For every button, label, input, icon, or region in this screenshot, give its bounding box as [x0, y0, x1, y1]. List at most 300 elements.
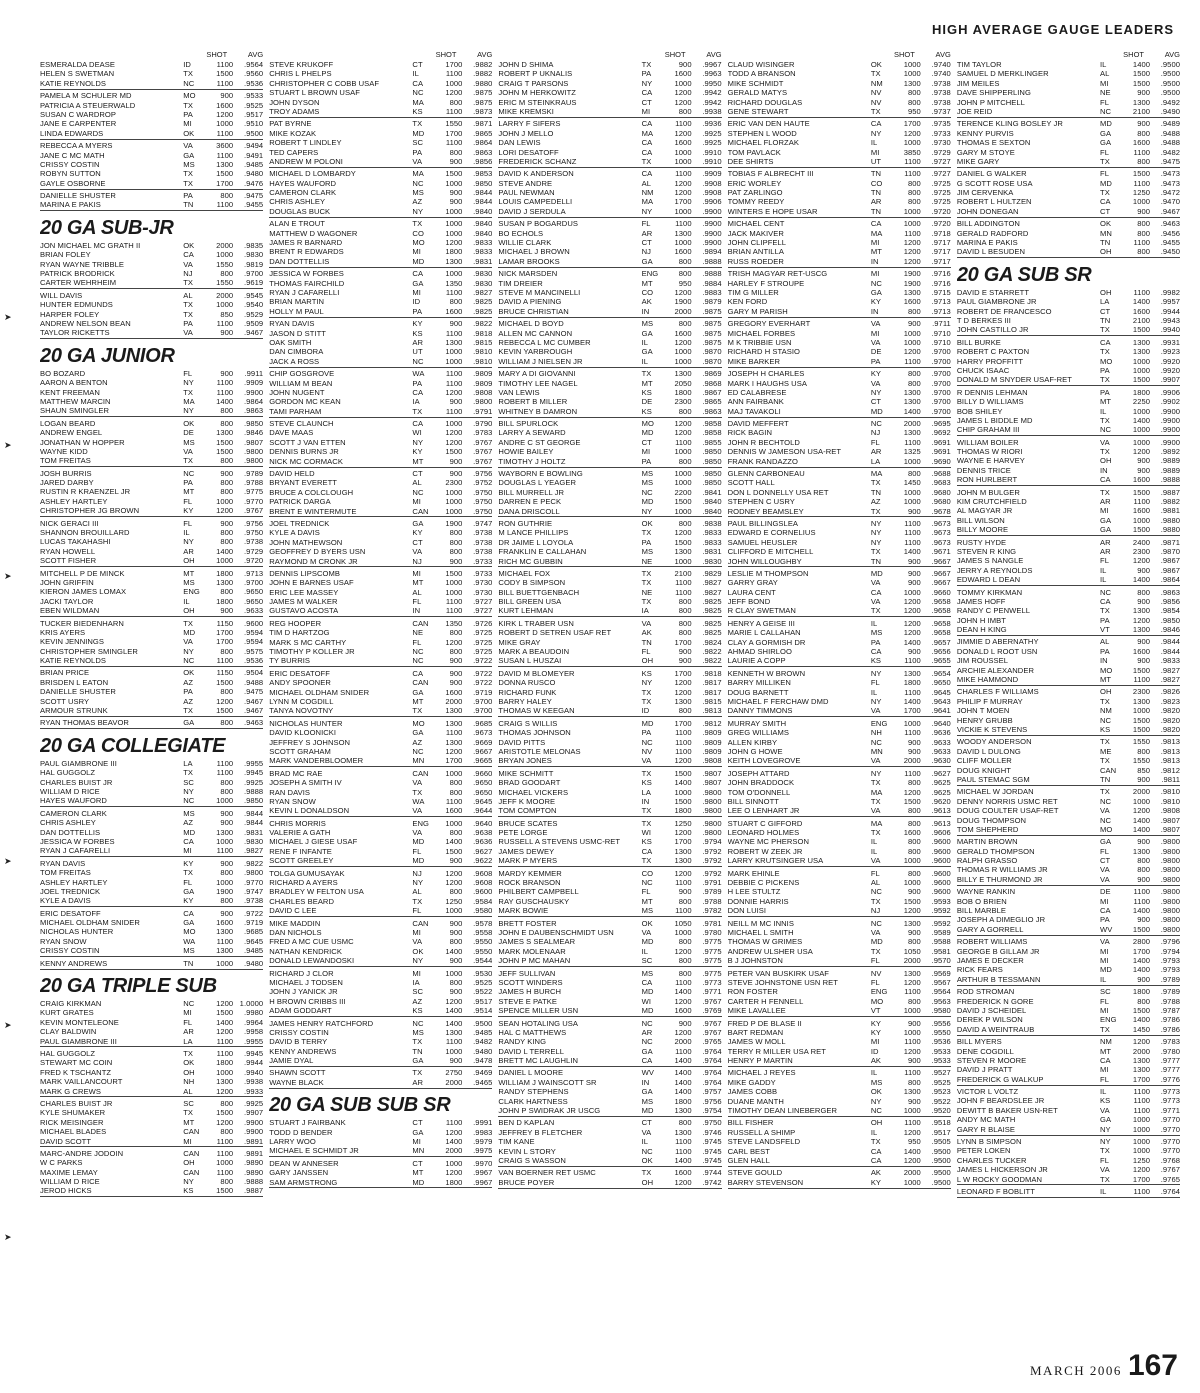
shot-count: 1000 — [1132, 197, 1151, 207]
shot-count: 1600 — [1132, 646, 1151, 656]
table-row — [269, 928, 492, 937]
shot-header: SHOT — [435, 50, 457, 59]
shot-count: 1600 — [445, 687, 463, 697]
table-row — [40, 796, 263, 805]
shooter-group — [40, 959, 263, 970]
average: .9856 — [473, 156, 493, 166]
shooter-name: JOHN M BULGER — [956, 487, 1020, 497]
shooter-name: CHARLES BUIST JR — [40, 777, 113, 787]
average: .9884 — [702, 278, 722, 288]
shot-count: 900 — [220, 818, 234, 828]
average: .9938 — [702, 106, 722, 116]
shot-count: 800 — [220, 1098, 234, 1108]
shooter-state: TX — [870, 106, 881, 116]
average: .9958 — [243, 1027, 264, 1037]
average: .9825 — [702, 628, 722, 638]
table-row — [957, 447, 1180, 456]
shot-count: 1100 — [1133, 1087, 1151, 1097]
table-row — [728, 379, 951, 388]
table-row — [269, 507, 492, 516]
shooter-state: ENG — [641, 269, 659, 279]
average: .9813 — [1160, 756, 1181, 766]
shooter-name: DOUGLAS BUCK — [269, 206, 331, 216]
shot-count: 1200 — [903, 597, 921, 607]
shot-count: 1000 — [216, 250, 234, 260]
shooter-state: TX — [183, 300, 194, 310]
table-row — [498, 1118, 721, 1127]
shot-count: 1100 — [675, 746, 692, 756]
shooter-state: NC — [641, 487, 653, 497]
average: .9600 — [931, 868, 951, 878]
shooter-name: JAMES W MOLL — [727, 1037, 786, 1047]
shot-count: 800 — [220, 269, 234, 279]
shot-count: 800 — [907, 937, 921, 947]
table-row — [957, 138, 1180, 147]
shot-count: 900 — [220, 468, 234, 478]
shooter-name: DON LUISI — [727, 906, 767, 916]
shot-count: 900 — [907, 506, 921, 516]
shooter-state: MI — [870, 1037, 880, 1047]
shot-count: 1000 — [903, 1027, 921, 1037]
shot-count: 1000 — [1132, 1124, 1151, 1134]
shooter-name: DEAN W ANNESER — [269, 1158, 339, 1168]
shot-count: 1100 — [675, 437, 692, 447]
table-row — [498, 107, 721, 116]
shot-count: 1000 — [445, 818, 463, 828]
shooter-name: TOM O'DONNELL — [727, 787, 791, 797]
shooter-name: REG HOOPER — [269, 618, 322, 628]
shooter-name: FRANK RANDAZZO — [727, 456, 798, 466]
shooter-group — [957, 338, 1180, 386]
shooter-group — [728, 819, 951, 867]
shot-count: 800 — [220, 587, 234, 597]
shooter-state: NE — [641, 587, 653, 597]
average: .9858 — [702, 419, 722, 429]
shooter-state: KS — [412, 328, 423, 338]
shot-count: 1000 — [1132, 1115, 1151, 1125]
table-row — [728, 407, 951, 416]
shooter-state: IL — [1100, 575, 1107, 585]
shooter-state: NY — [641, 78, 653, 88]
shooter-group — [269, 419, 492, 467]
average: .9540 — [243, 300, 264, 310]
average: .9800 — [1160, 846, 1181, 856]
average: .9793 — [1160, 965, 1181, 975]
shooter-state: FL — [870, 678, 880, 688]
shooter-state: OK — [641, 1155, 653, 1165]
shooter-group — [269, 569, 492, 617]
shooter-name: DANA DRISCOLL — [498, 506, 560, 516]
average: .9488 — [1160, 138, 1181, 148]
table-row — [269, 1118, 492, 1127]
shooter-name: STEVE M MANCINELLI — [498, 287, 581, 297]
table-row — [498, 528, 721, 537]
shooter-state: PA — [412, 306, 423, 316]
table-row — [957, 466, 1180, 475]
shot-count: 800 — [220, 487, 234, 497]
shooter-name: STEWART MC COIN — [40, 1058, 113, 1068]
table-row — [957, 219, 1180, 228]
shooter-state: OK — [870, 60, 882, 69]
shooter-state: FL — [412, 906, 422, 916]
shooter-name: HUNTER EDMUNDS — [40, 300, 113, 310]
shot-count: 1000 — [445, 1046, 463, 1056]
shot-count: 1100 — [445, 378, 463, 388]
shot-count: 900 — [907, 1018, 921, 1028]
shooter-name: JOE REID — [956, 106, 993, 116]
table-row — [498, 937, 721, 946]
shooter-state: VA — [412, 806, 423, 816]
shooter-name: KEN FORD — [727, 297, 768, 307]
shooter-state: NY — [870, 697, 882, 706]
shooter-name: DEREK P WILSON — [956, 1015, 1023, 1025]
table-row — [957, 1025, 1180, 1034]
shot-count: 1000 — [903, 1006, 921, 1016]
shooter-name: BILLY MOORE — [956, 525, 1009, 535]
shooter-name: JOHN G HOWE — [727, 746, 783, 756]
shooter-name: WAYNE BLACK — [269, 1077, 324, 1087]
avg-header: AVG — [1164, 50, 1181, 59]
average: .9853 — [473, 169, 493, 179]
table-row — [498, 1178, 721, 1187]
table-row — [957, 697, 1180, 706]
shooter-state: NV — [870, 97, 882, 107]
shooter-group — [498, 619, 721, 667]
table-row — [498, 388, 721, 397]
shot-count: 900 — [1137, 565, 1151, 575]
shot-count: 1350 — [445, 278, 463, 288]
shooter-name: DANIELLE SHUSTER — [40, 191, 116, 201]
average: .9980 — [243, 1008, 264, 1018]
table-row — [728, 997, 951, 1006]
shooter-state: UT — [412, 347, 423, 357]
shot-count: 1500 — [1132, 715, 1151, 725]
shot-count: 1500 — [445, 447, 463, 457]
shooter-state: NC — [1100, 106, 1112, 116]
average: .9463 — [1160, 219, 1181, 229]
table-row — [40, 291, 263, 300]
table-row — [498, 678, 721, 687]
table-row — [957, 79, 1180, 88]
shooter-name: JIM CERVENKA — [956, 188, 1014, 198]
average: .9865 — [473, 128, 493, 138]
average: .9710 — [931, 337, 951, 347]
shooter-name: FREDERICK N GORE — [956, 996, 1034, 1006]
average: .9800 — [1160, 837, 1181, 847]
average: .9727 — [473, 606, 493, 616]
shooter-state: CA — [1100, 337, 1111, 347]
shot-count: 1400 — [903, 637, 921, 647]
shot-count: 1200 — [674, 419, 692, 429]
shooter-group — [498, 319, 721, 367]
table-row — [957, 88, 1180, 97]
shooter-name: RENE F INFANTE — [269, 846, 332, 856]
shooter-state: NC — [870, 1106, 882, 1116]
shooter-name: JOSEPH A DIMEGLIO JR — [956, 915, 1046, 925]
shooter-name: HAL GUGGOLZ — [40, 768, 96, 778]
table-row — [498, 997, 721, 1006]
shooter-state: MT — [641, 378, 653, 388]
shooter-state: MA — [870, 228, 883, 238]
shooter-name: STEVEN R MOORE — [956, 1055, 1027, 1065]
shooter-state: IN — [412, 606, 421, 616]
shooter-name: SAM ARMSTRONG — [269, 1177, 338, 1187]
shooter-state: NC — [1100, 796, 1112, 806]
shot-count: 800 — [449, 547, 463, 557]
shot-count: 800 — [1137, 247, 1151, 257]
table-row — [40, 469, 263, 478]
average: .9900 — [1160, 406, 1181, 416]
shot-count: 1200 — [445, 1168, 463, 1178]
table-row — [728, 447, 951, 456]
shot-count: 900 — [907, 578, 921, 588]
table-row — [728, 628, 951, 637]
shooter-name: CLIFFORD E MITCHELL — [727, 547, 814, 557]
shooter-state: MT — [1100, 1046, 1112, 1056]
table-row — [498, 969, 721, 978]
shot-count: 2000 — [674, 1037, 692, 1047]
shooter-state: ENG — [412, 818, 430, 828]
shot-count: 800 — [678, 106, 692, 116]
table-row — [957, 775, 1180, 784]
shot-count: 1100 — [445, 406, 463, 416]
shooter-name: KEVIN JENNINGS — [40, 637, 104, 647]
shooter-name: CLAUD WISINGER — [727, 60, 795, 69]
shooter-name: MICHAEL J GIESE USAF — [269, 837, 358, 847]
shot-count: 1100 — [216, 768, 234, 778]
average: .9730 — [931, 138, 951, 148]
shooter-state: TX — [1100, 1024, 1110, 1034]
shooter-name: RANDY STEPHENS — [498, 1087, 569, 1097]
table-row — [728, 978, 951, 987]
table-row — [728, 688, 951, 697]
table-row — [40, 69, 263, 78]
shot-count: 900 — [907, 1096, 921, 1106]
shot-count: 1300 — [1132, 97, 1151, 107]
shooter-state: KS — [641, 387, 652, 397]
shooter-state: IL — [1100, 406, 1107, 416]
average: .9873 — [473, 106, 493, 116]
table-row — [957, 69, 1180, 78]
table-row — [498, 628, 721, 637]
shooter-state: PA — [1100, 615, 1110, 625]
shooter-state: NC — [641, 878, 653, 888]
table-row — [498, 1047, 721, 1056]
shot-count: 1200 — [674, 337, 692, 347]
shooter-group — [728, 269, 951, 317]
shot-count: 1400 — [216, 396, 234, 406]
shooter-state: IL — [1100, 974, 1107, 984]
shooter-name: BRETT FOSTER — [498, 918, 557, 928]
average: .9465 — [473, 1077, 493, 1087]
shot-count: 1100 — [216, 846, 234, 856]
average: .9975 — [473, 1146, 493, 1156]
table-row — [269, 1006, 492, 1015]
shot-count: 1000 — [445, 487, 463, 497]
shooter-name: STEVE E PATKE — [498, 996, 558, 1006]
table-row — [728, 428, 951, 437]
shot-count: 1100 — [904, 228, 921, 238]
table-row — [40, 1168, 263, 1177]
table-row — [957, 425, 1180, 434]
shooter-state: VA — [412, 547, 423, 557]
shooter-name: RYAN SNOW — [40, 936, 87, 946]
shooter-state: PA — [183, 109, 193, 119]
average: .9900 — [1160, 415, 1181, 425]
average: .9809 — [473, 369, 493, 379]
shooter-state: TX — [641, 597, 652, 607]
shooter-name: KIERON JAMES LOMAX — [40, 587, 127, 597]
average: .9827 — [1160, 665, 1181, 675]
average: .9713 — [931, 297, 951, 307]
shot-count: 1300 — [445, 706, 463, 716]
shot-count: 1100 — [216, 128, 234, 138]
shot-count: 900 — [907, 746, 921, 756]
shooter-name: DAVID L DULONG — [956, 746, 1021, 756]
average: .9640 — [931, 718, 951, 728]
shot-count: 1400 — [445, 1006, 463, 1016]
table-row — [728, 878, 951, 887]
average: .9750 — [473, 506, 493, 516]
table-row — [728, 769, 951, 778]
shooter-group — [957, 987, 1180, 1035]
average: .9463 — [243, 718, 264, 728]
table-row — [728, 419, 951, 428]
shooter-name: JOHN T MOEN — [956, 706, 1010, 716]
shot-count: 1700 — [903, 119, 921, 129]
shooter-group — [40, 191, 263, 211]
shooter-name: TOBIAS F ALBRECHT III — [727, 169, 814, 179]
shot-count: 1200 — [216, 109, 234, 119]
shot-count: 1100 — [1133, 1096, 1151, 1106]
table-row — [498, 978, 721, 987]
shooter-state: TX — [1100, 487, 1110, 497]
table-row — [498, 887, 721, 896]
shooter-name: MARDY KEMMER — [498, 868, 562, 878]
shooter-name: RICHARD J CLOR — [269, 968, 334, 978]
average: .9870 — [702, 347, 722, 357]
average: .9500 — [243, 128, 264, 138]
shooter-state: NC — [1100, 587, 1112, 597]
shooter-name: H LEE STULTZ — [727, 887, 781, 897]
shooter-group — [957, 588, 1180, 636]
table-row — [269, 247, 492, 256]
shooter-state: GA — [1100, 525, 1112, 535]
shooter-group — [40, 1099, 263, 1147]
shooter-name: DAN DOTTELLIS — [269, 256, 330, 266]
table-row — [269, 569, 492, 578]
shooter-state: VA — [1100, 1165, 1110, 1175]
average: .9695 — [931, 419, 951, 429]
table-row — [957, 1065, 1180, 1074]
shot-count: 800 — [449, 297, 463, 307]
table-row — [498, 1056, 721, 1065]
average: .9820 — [1160, 706, 1181, 716]
shot-count: 1200 — [216, 1086, 234, 1096]
shooter-name: VICKIE K STEVENS — [956, 725, 1028, 734]
shooter-state: CO — [641, 868, 654, 878]
table-row — [728, 119, 951, 128]
shot-count: 1250 — [674, 818, 692, 828]
table-row — [728, 1156, 951, 1165]
shooter-state: MT — [412, 1168, 424, 1178]
shot-count: 1100 — [445, 796, 463, 806]
shot-count: 1100 — [216, 378, 234, 388]
avg-header: AVG — [706, 50, 722, 59]
shooter-state: NC — [870, 887, 882, 897]
shooter-name: ERIC M STEINKRAUS — [498, 97, 577, 107]
average: .9500 — [1160, 69, 1181, 79]
shooter-state: MS — [641, 547, 654, 557]
shot-count: 2300 — [1132, 687, 1151, 697]
average: .9594 — [243, 637, 264, 647]
table-row — [40, 1018, 263, 1027]
table-row — [40, 937, 263, 946]
shooter-name: CARTER WEHRHEIM — [40, 278, 117, 288]
shooter-state: DE — [183, 428, 194, 438]
shooter-name: BOB O BRIEN — [956, 896, 1007, 906]
shooter-name: GARY R BLAISE — [956, 1124, 1016, 1134]
average: .9940 — [243, 1067, 264, 1077]
average: .9500 — [1160, 60, 1181, 69]
average: .9800 — [243, 456, 264, 466]
shooter-state: NC — [412, 356, 424, 366]
table-row — [957, 407, 1180, 416]
table-row — [957, 1047, 1180, 1056]
average: .9880 — [1160, 515, 1181, 525]
average: .9788 — [702, 896, 722, 906]
page-header-title: HIGH AVERAGE GAUGE LEADERS — [932, 22, 1174, 37]
table-row — [269, 119, 492, 128]
shooter-state: KY — [183, 858, 194, 868]
table-row — [957, 915, 1180, 924]
shooter-name: LOUIS CAMPEDELLI — [498, 197, 573, 207]
average: .9700 — [473, 697, 493, 706]
average: .9764 — [1160, 1186, 1181, 1196]
table-row — [728, 928, 951, 937]
table-row — [269, 669, 492, 678]
shot-count: 1000 — [445, 219, 463, 229]
average: .9667 — [931, 568, 951, 578]
shooter-state: MT — [412, 578, 424, 588]
average: .9764 — [702, 1046, 722, 1056]
shot-count: 900 — [1137, 596, 1151, 606]
shooter-state: AR — [412, 1077, 424, 1087]
average: .9729 — [931, 147, 951, 157]
shooter-name: JOHN P SWIDRAK JR USCG — [498, 1106, 601, 1116]
shooter-name: DAVID E STARRETT — [956, 287, 1030, 297]
average: .9800 — [702, 828, 722, 838]
shooter-state: AR — [641, 228, 653, 238]
shot-count: 1100 — [216, 318, 234, 328]
shooter-name: BRETT MC LAUGHLIN — [498, 1056, 579, 1066]
avg-header: AVG — [935, 50, 951, 59]
shooter-state: TX — [641, 578, 652, 588]
shooter-name: HAL GUGGOLZ — [40, 1048, 96, 1058]
average: .9608 — [473, 868, 493, 878]
table-row — [498, 1106, 721, 1115]
shooter-name: CARL BEST — [727, 1146, 770, 1156]
shot-count: 800 — [678, 937, 692, 947]
shot-count: 800 — [449, 147, 463, 157]
table-row — [40, 587, 263, 596]
shot-count: 1000 — [445, 587, 463, 597]
shooter-name: ARISTOTLE MELONAS — [498, 746, 581, 756]
average: .9737 — [931, 106, 951, 116]
table-row — [269, 528, 492, 537]
shooter-name: ROBYN SUTTON — [40, 169, 101, 179]
shooter-state: NY — [183, 378, 194, 388]
